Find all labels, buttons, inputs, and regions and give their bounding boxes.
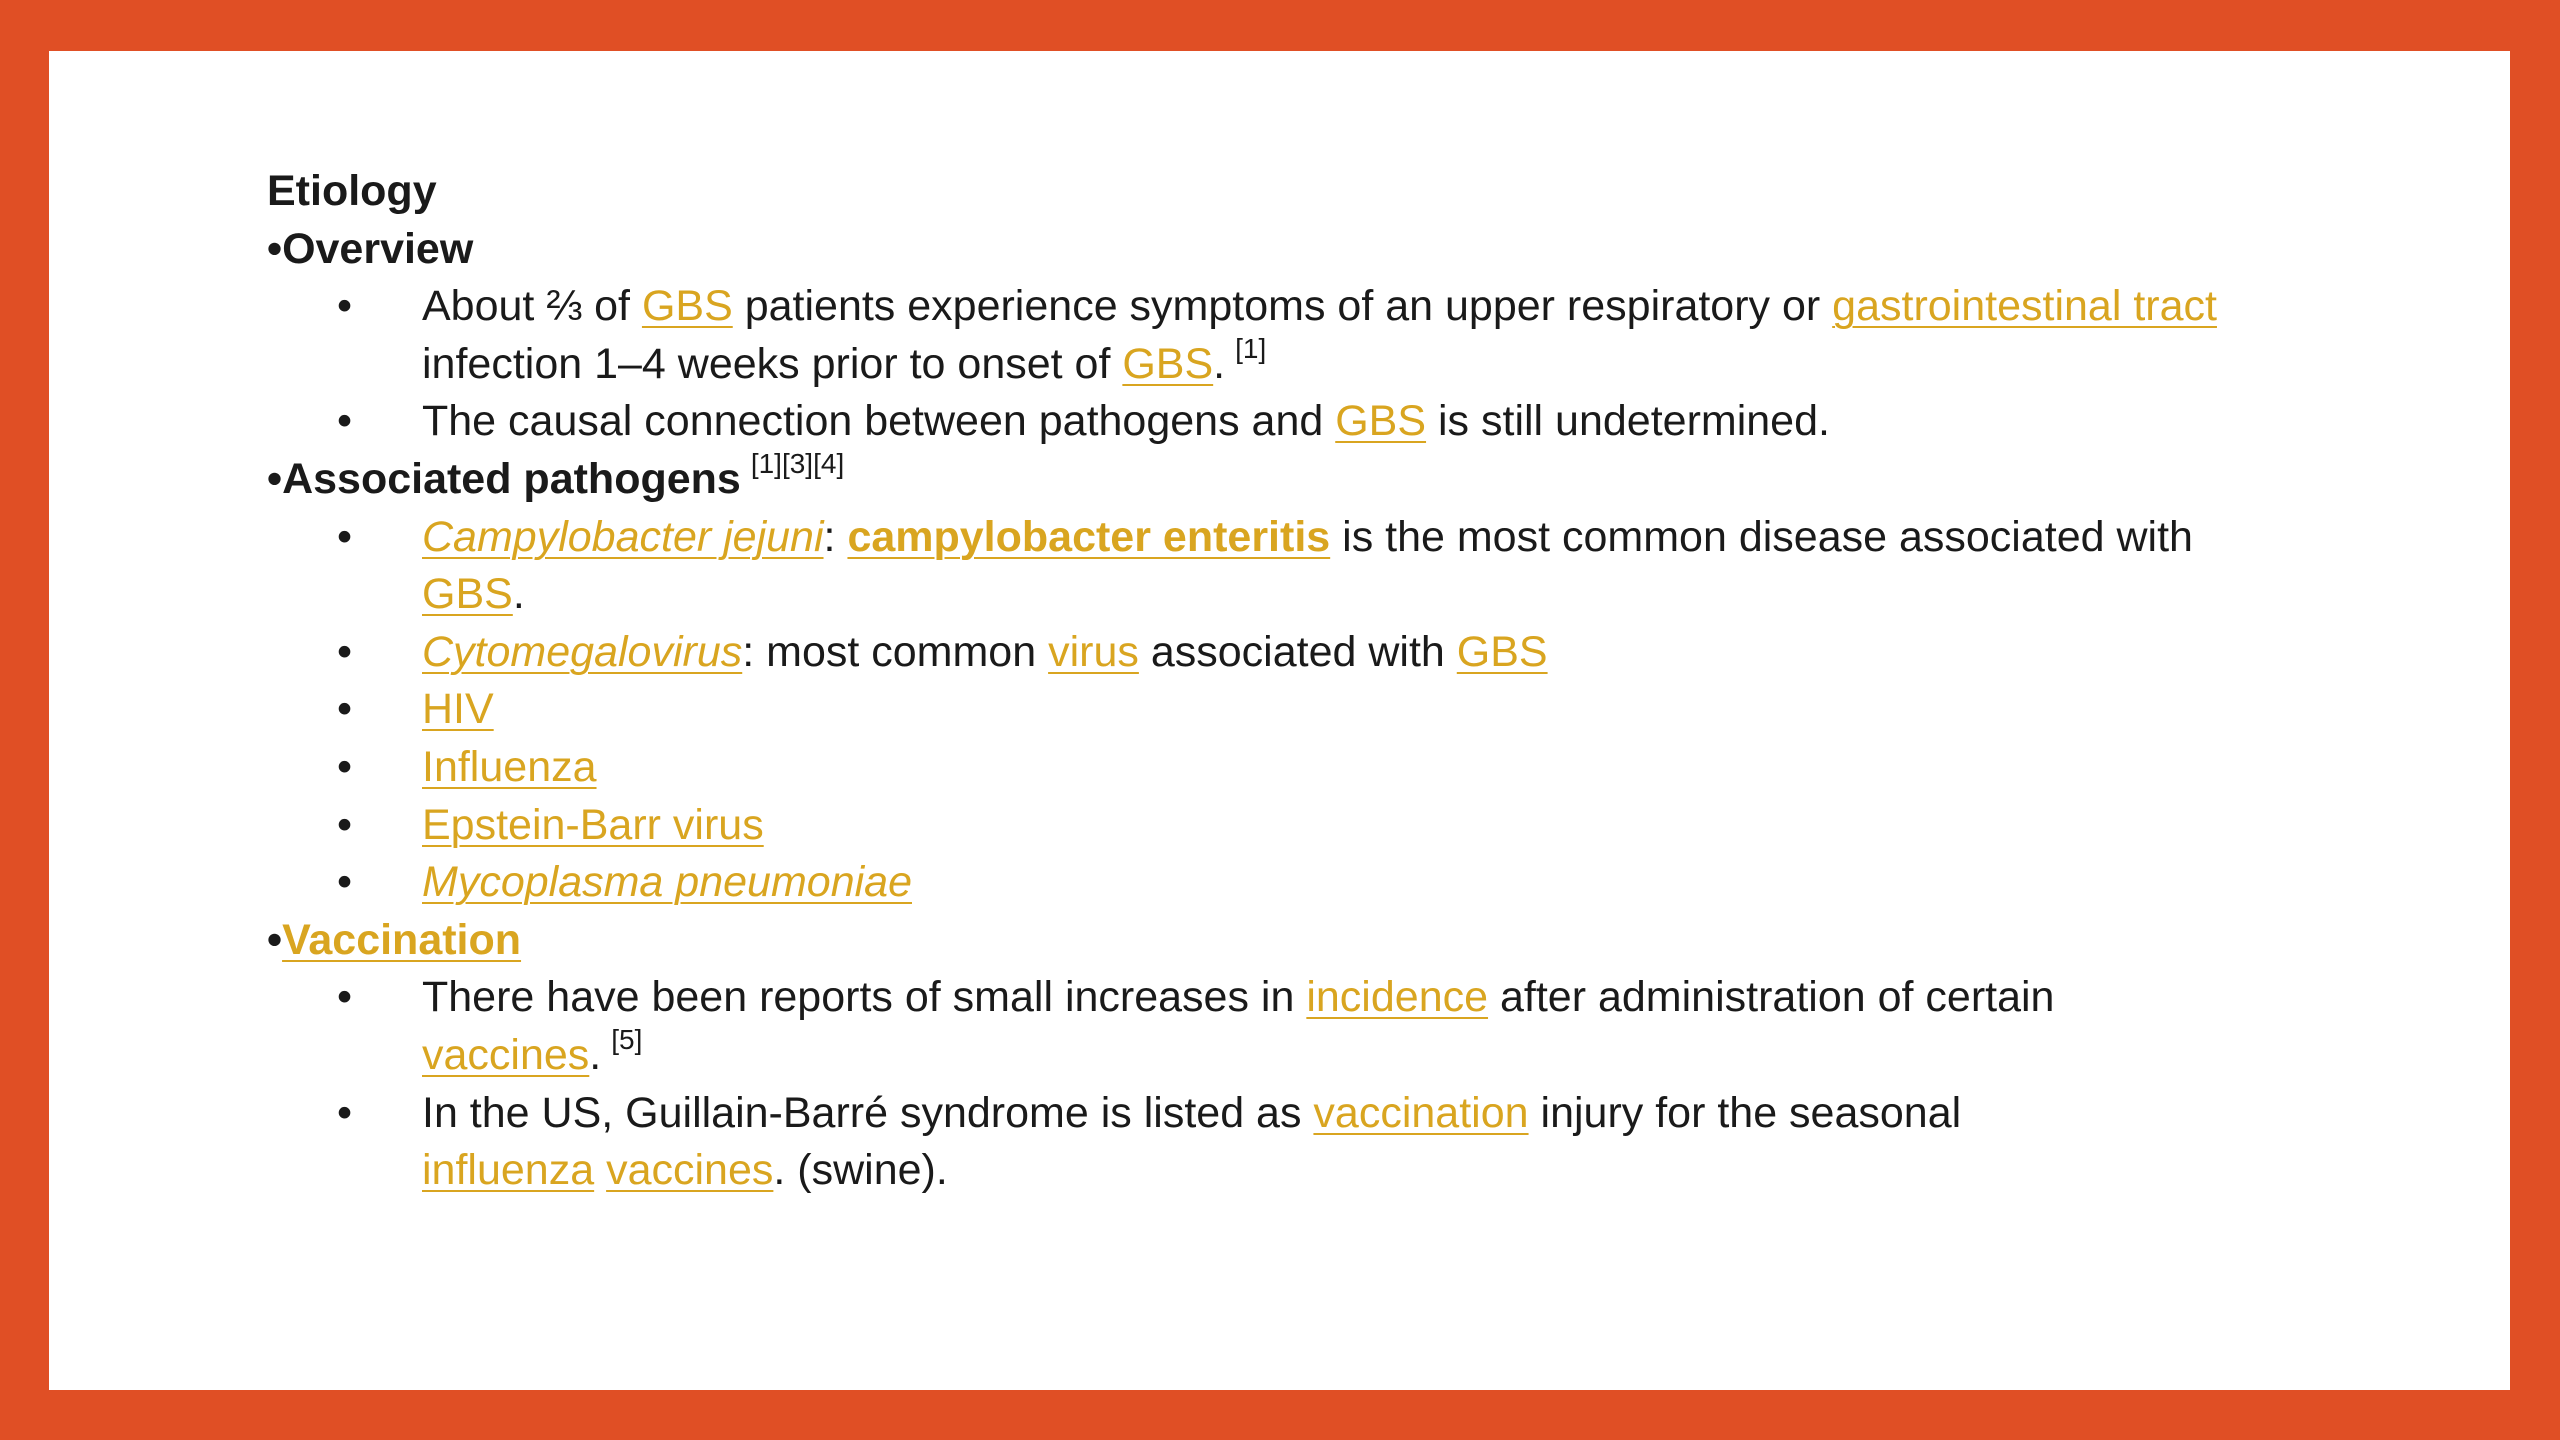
link-gbs[interactable]: GBS xyxy=(422,570,513,619)
link-vaccination[interactable]: vaccination xyxy=(1313,1088,1529,1137)
list-item xyxy=(267,393,2322,451)
link-influenza[interactable]: Influenza xyxy=(422,742,597,791)
link-gbs[interactable]: GBS xyxy=(1456,627,1548,676)
list-item xyxy=(267,854,2422,912)
item-text: is still undetermined. xyxy=(1426,397,1830,446)
item-text: injury for the seasonal xyxy=(1528,1088,1962,1137)
heading-label: Associated pathogens xyxy=(282,454,741,503)
heading-bullet: • xyxy=(267,915,283,964)
item-text: In the US, Guillain-Barré syndrome is listed as xyxy=(422,1088,1314,1137)
reference-marker[interactable]: [1] xyxy=(1235,332,1267,364)
link-epstein-barr-virus[interactable]: Epstein-Barr virus xyxy=(422,800,764,849)
heading-bullet: • xyxy=(267,454,283,503)
section-heading-overview xyxy=(267,221,2427,279)
item-text: after administration of certain xyxy=(1488,973,2055,1022)
item-text: . (swine). xyxy=(773,1146,948,1195)
pathogens-list xyxy=(267,509,2427,912)
bullet-icon xyxy=(267,278,422,336)
link-vaccines[interactable]: vaccines xyxy=(606,1146,774,1195)
page-title: Etiology xyxy=(267,167,437,215)
overview-list xyxy=(267,278,2427,451)
list-item xyxy=(267,969,2122,1084)
link-gastrointestinal-tract[interactable]: gastrointestinal tract xyxy=(1832,282,2217,331)
reference-marker[interactable]: [5] xyxy=(611,1023,643,1055)
item-text: patients experience symptoms of an upper respiratory or xyxy=(732,282,1833,331)
bullet-icon xyxy=(267,509,422,567)
link-gbs[interactable]: GBS xyxy=(641,282,733,331)
item-text: About ⅔ of xyxy=(422,282,642,331)
item-text: There have been reports of small increases in xyxy=(422,973,1307,1022)
item-text: The causal connection between pathogens and xyxy=(422,397,1336,446)
link-gbs[interactable]: GBS xyxy=(1122,339,1214,388)
section-heading-pathogens xyxy=(267,447,2427,509)
list-item xyxy=(267,624,2422,682)
link-vaccination-heading[interactable]: Vaccination xyxy=(282,915,522,964)
list-item xyxy=(267,278,2322,393)
link-hiv[interactable]: HIV xyxy=(422,685,494,734)
link-incidence[interactable]: incidence xyxy=(1306,973,1489,1022)
section-heading-vaccination xyxy=(267,912,2427,970)
list-item xyxy=(267,739,2422,797)
item-text: infection 1–4 weeks prior to onset of xyxy=(422,339,1123,388)
item-text: . xyxy=(589,1030,602,1079)
bullet-icon xyxy=(267,739,422,797)
list-item xyxy=(267,1085,2072,1200)
bullet-icon xyxy=(267,681,422,739)
link-cytomegalovirus[interactable]: Cytomegalovirus xyxy=(422,627,743,676)
link-virus[interactable]: virus xyxy=(1048,627,1139,676)
list-item xyxy=(267,509,2222,624)
item-text: . xyxy=(1213,339,1226,388)
bullet-icon xyxy=(267,624,422,682)
vaccination-list xyxy=(267,969,2427,1199)
slide-content xyxy=(267,163,2427,1200)
bullet-icon xyxy=(267,854,422,912)
item-text: associated with xyxy=(1138,627,1457,676)
item-text: is the most common disease associated with xyxy=(1330,512,2193,561)
item-text xyxy=(594,1146,606,1194)
link-mycoplasma-pneumoniae[interactable]: Mycoplasma pneumoniae xyxy=(422,858,912,907)
bullet-icon xyxy=(267,1085,422,1143)
item-text: : xyxy=(823,512,848,561)
item-text: : most common xyxy=(742,627,1049,676)
bullet-icon xyxy=(267,797,422,855)
slide xyxy=(49,51,2510,1390)
link-campylobacter-enteritis[interactable]: campylobacter enteritis xyxy=(847,512,1331,561)
link-vaccines[interactable]: vaccines xyxy=(422,1030,590,1079)
link-influenza[interactable]: influenza xyxy=(422,1146,595,1195)
heading-label: Overview xyxy=(282,224,474,273)
bullet-icon xyxy=(267,393,422,451)
link-campylobacter-jejuni[interactable]: Campylobacter jejuni xyxy=(422,512,824,561)
item-text: . xyxy=(512,570,525,619)
list-item xyxy=(267,681,2422,739)
heading-bullet: • xyxy=(267,224,283,273)
list-item xyxy=(267,797,2422,855)
link-gbs[interactable]: GBS xyxy=(1335,397,1427,446)
bullet-icon xyxy=(267,969,422,1027)
reference-marker[interactable]: [1][3][4] xyxy=(750,447,845,479)
